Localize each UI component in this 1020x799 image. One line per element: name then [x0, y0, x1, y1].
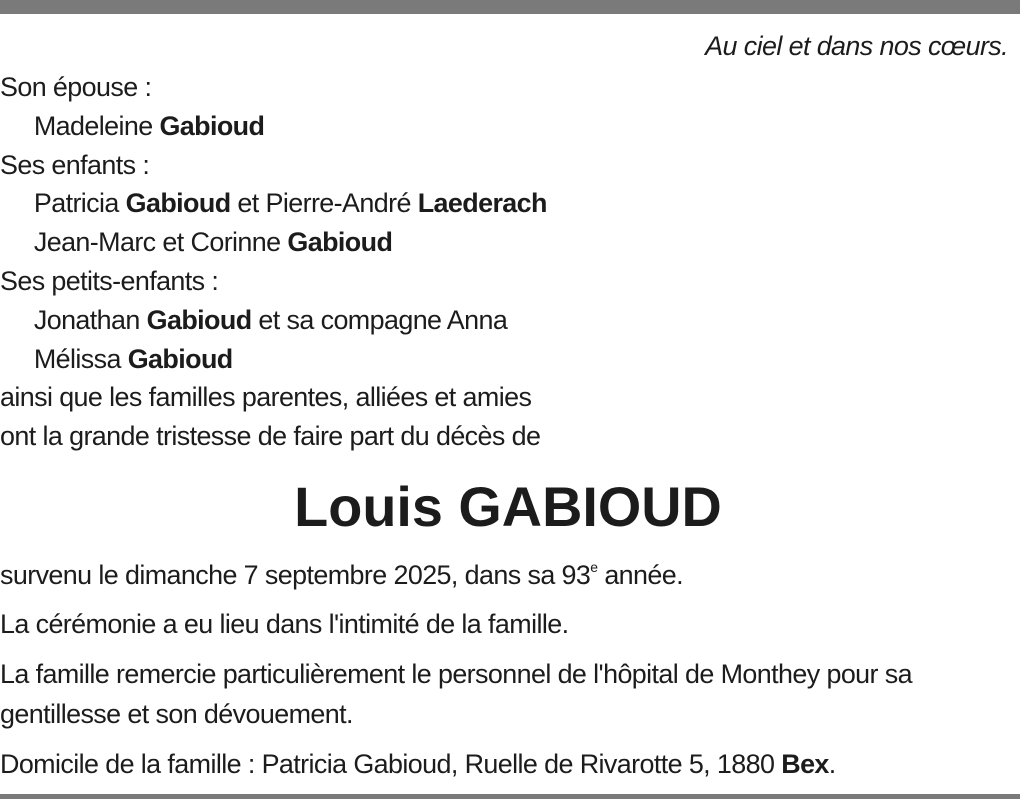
obituary-notice [0, 24, 1016, 783]
child1-partner-last: Laederach [417, 188, 547, 219]
death-before: survenu le dimanche 7 septembre 2025, dans sa 93 [0, 559, 591, 590]
domicile-line [0, 745, 1016, 783]
grandchild-line-1 [0, 301, 1016, 340]
domicile-text: Domicile de la famille : Patricia Gabioud, Ruelle de Rivarotte 5, 1880 [0, 748, 775, 779]
spouse-first: Madeleine [33, 110, 153, 141]
motto: Au ciel et dans nos cœurs. [705, 31, 1009, 61]
grandchild1-first: Jonathan [33, 304, 140, 335]
death-sup: e [590, 558, 598, 575]
grandchild1-last: Gabioud [146, 304, 252, 335]
spouse-last: Gabioud [159, 110, 265, 141]
top-rule [0, 0, 1020, 14]
child1-and: et Pierre-André [237, 188, 411, 219]
grandchildren-heading: Ses petits-enfants : [0, 265, 219, 296]
thanks-paragraph: La famille remercie particulièrement le personnel de l'hôpital de Monthey pour sa gentillesse et son dévouement. [0, 658, 912, 729]
bottom-rule [0, 794, 1020, 799]
death-after: année. [597, 559, 683, 590]
spouse-heading: Son épouse : [0, 72, 152, 102]
child1-last: Gabioud [125, 188, 231, 219]
grandchild2-first: Mélissa [33, 343, 121, 374]
death-line [0, 556, 1016, 594]
spouse-name [0, 107, 1016, 146]
grandchild2-last: Gabioud [127, 343, 233, 374]
child1-first: Patricia [33, 188, 119, 219]
grandchild1-rest: et sa compagne Anna [258, 304, 508, 335]
grandchild-line-2 [0, 340, 1016, 379]
ceremony-line: La cérémonie a eu lieu dans l'intimité de la famille. [0, 608, 569, 639]
domicile-end: . [828, 748, 836, 779]
child2-first: Jean-Marc et Corinne [33, 227, 281, 258]
children-heading: Ses enfants : [0, 149, 150, 180]
families-line: ainsi que les familles parentes, alliées et amies [0, 382, 532, 413]
child-line-1 [0, 184, 1016, 223]
domicile-town: Bex [781, 748, 829, 779]
child-line-2 [0, 223, 1016, 262]
announce-line: ont la grande tristesse de faire part du décès de [0, 421, 541, 452]
deceased-name: Louis GABIOUD [294, 474, 722, 538]
child2-last: Gabioud [287, 227, 393, 258]
